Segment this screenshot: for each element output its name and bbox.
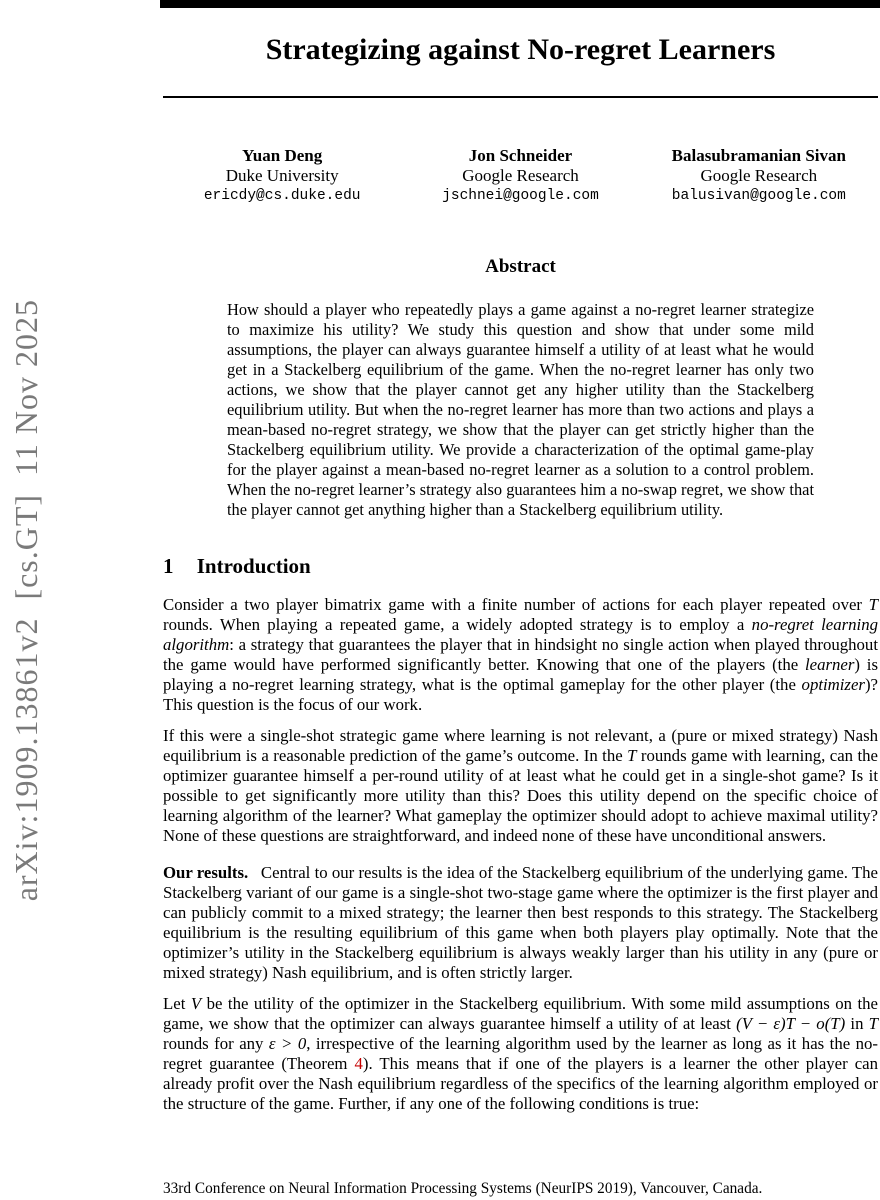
text-run: rounds game with learning, can the optimizer guarantee himself a per-round utility of at least what he could get in a single-shot game? Is it possible to get significantly more utility than this? Does this utility depend on the specific choice of learning algorithm of the learner? What gameplay the optimizer should adopt to achieve maximal utility? None of these questions are straightforward, and indeed none of these have unconditional answers. xyxy=(163,746,878,845)
section-heading-introduction xyxy=(163,554,878,578)
text-run: be the utility of the optimizer in the Stackelberg equilibrium. With some mild assumptions on the game, we show that the optimizer can always guarantee himself a utility of at least xyxy=(163,994,878,1033)
author-column-1 xyxy=(163,146,401,206)
author-column-3 xyxy=(640,146,878,206)
author-affiliation: Google Research xyxy=(700,166,818,185)
section-title: Introduction xyxy=(196,554,311,578)
arxiv-watermark: arXiv:1909.13861v2 [cs.GT] 11 Nov 2025 xyxy=(7,298,44,902)
text-run: Our results. xyxy=(163,863,249,882)
paper-title: Strategizing against No-regret Learners xyxy=(265,33,776,66)
author-name: Balasubramanian Sivan xyxy=(671,146,846,165)
text-run: in xyxy=(845,1014,869,1033)
author-name: Jon Schneider xyxy=(468,146,573,165)
text-run: T xyxy=(627,746,637,765)
section-number: 1 xyxy=(163,554,174,578)
text-run: optimizer xyxy=(801,675,865,694)
top-black-bar xyxy=(160,0,880,8)
text-run: V xyxy=(190,994,202,1013)
conference-footnote: 33rd Conference on Neural Information Processing Systems (NeurIPS 2019), Vancouver, Canada. xyxy=(163,1177,880,1198)
abstract-heading: Abstract xyxy=(485,256,556,277)
text-run: rounds for any xyxy=(163,1034,269,1053)
arxiv-watermark-strip xyxy=(0,0,52,1200)
text-run: ) is playing a no-regret learning strategy, what is the optimal gameplay for the other player (the xyxy=(163,655,879,694)
intro-paragraph-2 xyxy=(163,726,878,846)
text-run: rounds. When playing a repeated game, a widely adopted strategy is to employ a xyxy=(163,615,752,634)
text-run: Let xyxy=(163,994,191,1013)
text-run: )? This question is the focus of our work. xyxy=(163,675,878,714)
text-run: Consider a two player bimatrix game with a finite number of actions for each player repeated over xyxy=(163,595,869,614)
author-column-2 xyxy=(401,146,639,206)
text-run: : a strategy that guarantees the player that in hindsight no single action when played throughout the game would have performed significantly better. Knowing that one of the players (the xyxy=(163,635,878,674)
intro-paragraph-stackelberg-utility xyxy=(163,994,878,1114)
text-run: learner xyxy=(805,655,855,674)
text-run: ). This means that if one of the players is a learner the other player can already profit over the Nash equilibrium regardless of the specifics of the learning algorithm employed or the structure of the game. Further, if any one of the following conditions is true: xyxy=(163,1054,878,1113)
title-rule xyxy=(163,96,878,98)
author-block xyxy=(163,146,878,206)
author-affiliation: Duke University xyxy=(225,166,339,185)
text-run: Central to our results is the idea of the Stackelberg equilibrium of the underlying game. The Stackelberg variant of our game is a single-shot two-stage game where the optimizer is the first player and can publicly commit to a mixed strategy; the learner then best responds to this strategy. The Stackelberg equilibrium is the resulting equilibrium of this game when both players play optimally. Note that the optimizer’s utility in the Stackelberg equilibrium is always weakly larger than his utility in any (pure or mixed strategy) Nash equilibrium, and is often strictly larger. xyxy=(163,863,878,982)
author-email: balusivan@google.com xyxy=(671,188,846,204)
intro-paragraph-1 xyxy=(163,595,878,715)
text-run: , irrespective of the learning algorithm used by the learner as long as it has the no-regret guarantee (Theorem xyxy=(163,1034,879,1073)
author-affiliation: Google Research xyxy=(462,166,579,185)
text-run: no-regret learning algorithm xyxy=(163,615,878,654)
text-run: (V − ε)T − o(T) xyxy=(736,1014,846,1033)
author-email: ericdy@cs.duke.edu xyxy=(203,188,361,204)
author-name: Yuan Deng xyxy=(242,146,323,165)
text-run: T xyxy=(868,1014,878,1033)
theorem-ref-link[interactable]: 4 xyxy=(354,1054,363,1073)
text-run: T xyxy=(868,595,878,614)
paper-content xyxy=(163,8,878,1114)
abstract-text: How should a player who repeatedly plays a game against a no-regret learner strategize to maximize his utility? We study this question and show that under some mild assumptions, the player can always guarantee himself a utility of at least what he would get in a Stackelberg equilibrium of the game. When the no-regret learner has only two actions, we show that the player cannot get any higher utility than the Stackelberg equilibrium utility. But when the no-regret learner has more than two actions and plays a mean-based no-regret strategy, we show that the player can get strictly higher than the Stackelberg equilibrium utility. We provide a characterization of the optimal game-play for the player against a mean-based no-regret learner as a solution to a control problem. When the no-regret learner’s strategy also guarantees him a no-swap regret, we show that the player cannot get anything higher than a Stackelberg equilibrium utility. xyxy=(227,300,814,519)
text-run: ε > 0 xyxy=(268,1034,307,1053)
author-email: jschnei@google.com xyxy=(442,188,599,204)
intro-paragraph-our-results xyxy=(163,863,878,983)
text-run: If this were a single-shot strategic game where learning is not relevant, a (pure or mixed strategy) Nash equilibrium is a reasonable prediction of the game’s outcome. In the xyxy=(163,726,878,765)
